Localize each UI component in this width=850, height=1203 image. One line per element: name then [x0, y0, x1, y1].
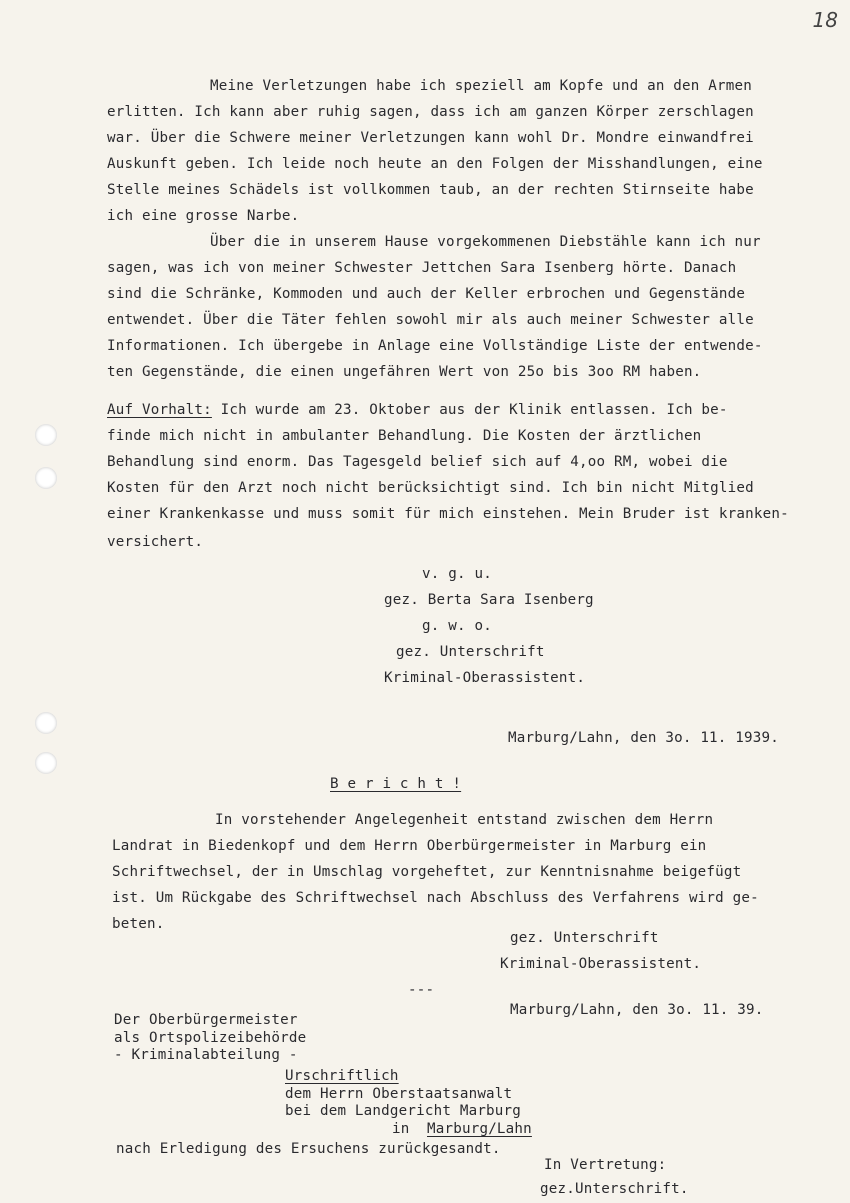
text-line: versichert.: [107, 534, 204, 550]
urschriftlich: Urschriftlich: [285, 1068, 399, 1084]
addressee-line: bei dem Landgericht Marburg: [285, 1103, 522, 1119]
signature-gwo: g. w. o.: [422, 618, 492, 634]
signature-rank: Kriminal-Oberassistent.: [384, 670, 586, 686]
addressee-in: in: [392, 1121, 410, 1137]
page-number: 18: [812, 8, 838, 32]
text-line: Über die in unserem Hause vorgekommenen Diebstähle kann ich nur: [210, 234, 761, 250]
bericht-rank: Kriminal-Oberassistent.: [500, 956, 702, 972]
date-line: Marburg/Lahn, den 3o. 11. 1939.: [508, 730, 779, 746]
closing-signed: gez.Unterschrift.: [540, 1181, 689, 1197]
signature-vgu: v. g. u.: [422, 566, 492, 582]
bericht-signed: gez. Unterschrift: [510, 930, 659, 946]
text-line: erlitten. Ich kann aber ruhig sagen, dass ich am ganzen Körper zerschlagen: [107, 104, 754, 120]
text-line: In vorstehender Angelegenheit entstand zwischen dem Herrn: [215, 812, 714, 828]
text-line: ich eine grosse Narbe.: [107, 208, 300, 224]
text-line: entwendet. Über die Täter fehlen sowohl mir als auch meiner Schwester alle: [107, 312, 754, 328]
text-line: Schriftwechsel, der in Umschlag vorgeheftet, zur Kenntnisnahme beigefügt: [112, 864, 742, 880]
bericht-title: B e r i c h t !: [330, 776, 462, 792]
text-line: einer Krankenkasse und muss somit für mich einstehen. Mein Bruder ist kranken-: [107, 506, 789, 522]
punch-hole: [35, 424, 57, 446]
date-line: Marburg/Lahn, den 3o. 11. 39.: [510, 1002, 764, 1018]
addressee-line: dem Herrn Oberstaatsanwalt: [285, 1086, 513, 1102]
text-line: Meine Verletzungen habe ich speziell am Kopfe und an den Armen: [210, 78, 752, 94]
text-line: war. Über die Schwere meiner Verletzungen kann wohl Dr. Mondre einwandfrei: [107, 130, 754, 146]
text-line: Landrat in Biedenkopf und dem Herrn Oberbürgermeister in Marburg ein: [112, 838, 707, 854]
vorhalt-line: [107, 402, 728, 418]
text-line: ten Gegenstände, die einen ungefähren Wert von 25o bis 3oo RM haben.: [107, 364, 702, 380]
text-line: beten.: [112, 916, 165, 932]
signature-berta: gez. Berta Sara Isenberg: [384, 592, 594, 608]
text-line: Stelle meines Schädels ist vollkommen taub, an der rechten Stirnseite habe: [107, 182, 754, 198]
sender-line: - Kriminalabteilung -: [114, 1047, 298, 1063]
punch-hole: [35, 467, 57, 489]
addressee-city: Marburg/Lahn: [427, 1121, 532, 1137]
closing-vertretung: In Vertretung:: [544, 1157, 667, 1173]
sender-line: Der Oberbürgermeister: [114, 1012, 298, 1028]
text-line: Auskunft geben. Ich leide noch heute an den Folgen der Misshandlungen, eine: [107, 156, 763, 172]
returned-line: nach Erledigung des Ersuchens zurückgesandt.: [116, 1141, 501, 1157]
text-line: ist. Um Rückgabe des Schriftwechsel nach Abschluss des Verfahrens wird ge-: [112, 890, 759, 906]
vorhalt-label: Auf Vorhalt:: [107, 402, 212, 418]
sender-line: als Ortspolizeibehörde: [114, 1030, 307, 1046]
punch-hole: [35, 712, 57, 734]
vorhalt-text: Ich wurde am 23. Oktober aus der Klinik entlassen. Ich be-: [211, 402, 728, 418]
text-line: sind die Schränke, Kommoden und auch der Keller erbrochen und Gegenstände: [107, 286, 746, 302]
text-line: sagen, was ich von meiner Schwester Jettchen Sara Isenberg hörte. Danach: [107, 260, 737, 276]
text-line: finde mich nicht in ambulanter Behandlung. Die Kosten der ärztlichen: [107, 428, 702, 444]
text-line: Behandlung sind enorm. Das Tagesgeld belief sich auf 4,oo RM, wobei die: [107, 454, 728, 470]
separator: ---: [408, 982, 435, 998]
text-line: Kosten für den Arzt noch nicht berücksichtigt sind. Ich bin nicht Mitglied: [107, 480, 754, 496]
text-line: Informationen. Ich übergebe in Anlage eine Vollständige Liste der entwende-: [107, 338, 763, 354]
signature-unterschrift: gez. Unterschrift: [396, 644, 545, 660]
punch-hole: [35, 752, 57, 774]
